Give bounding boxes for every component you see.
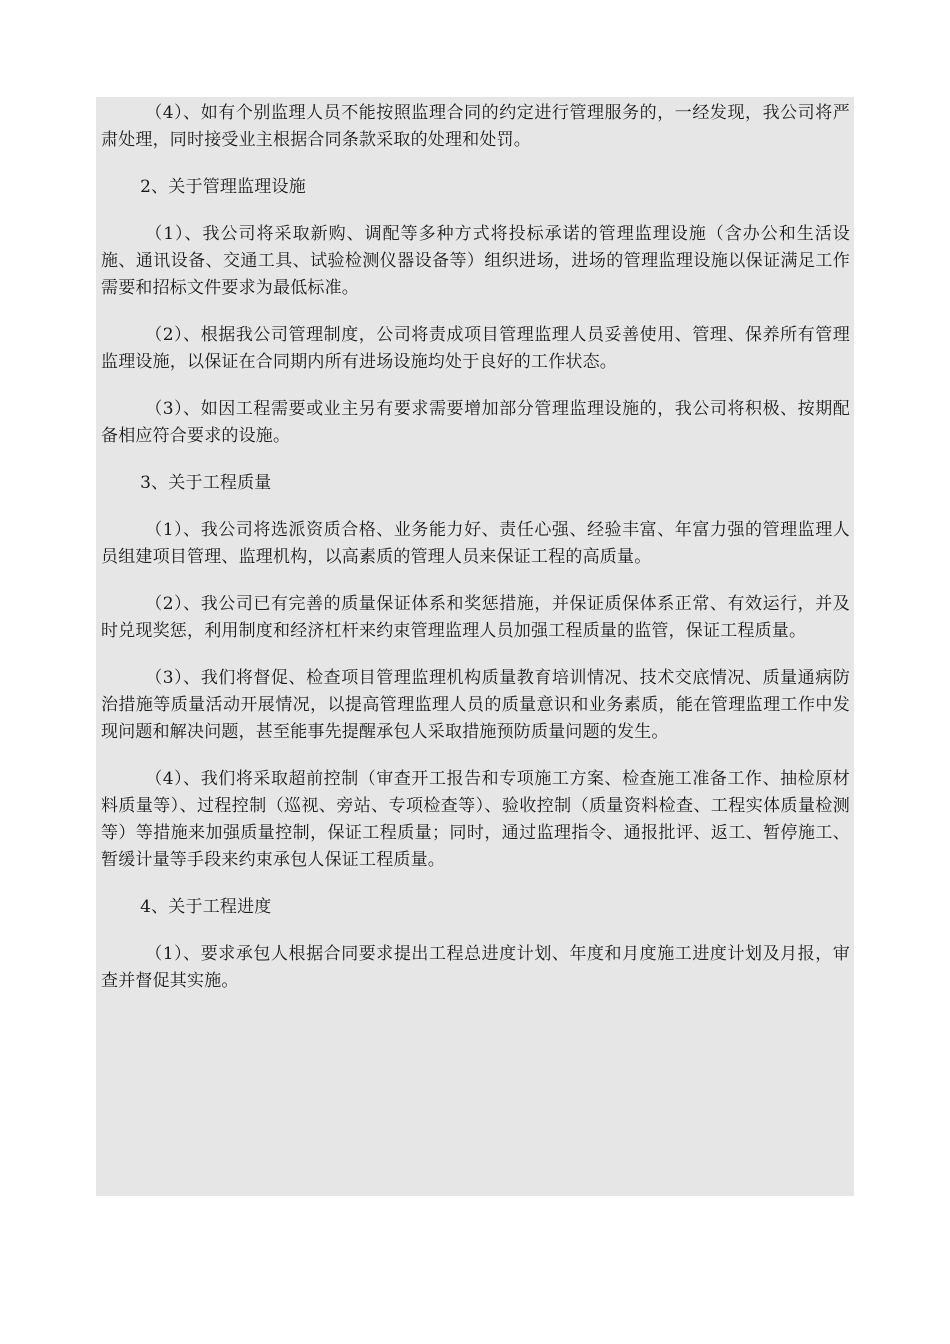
paragraph-facilities-1: （1）、我公司将采取新购、调配等多种方式将投标承诺的管理监理设施（含办公和生活设施、通讯设备、交通工具、试验检测仪器设备等）组织进场，进场的管理监理设施以保证满足工作需要和招标文件要求为最低标准。 [101,224,850,298]
paragraph-facilities-2: （2）、根据我公司管理制度，公司将责成项目管理监理人员妥善使用、管理、保养所有管理监理设施，以保证在合同期内所有进场设施均处于良好的工作状态。 [101,325,850,372]
paragraph-quality-4: （4）、我们将采取超前控制（审查开工报告和专项施工方案、检查施工准备工作、抽检原材料质量等）、过程控制（巡视、旁站、专项检查等）、验收控制（质量资料检查、工程实体质量检测等）等措施来加强质量控制，保证工程质量；同时，通过监理指令、通报批评、返工、暂停施工、暂缓计量等手段来约束承包人保证工程质量。 [101,769,850,870]
paragraph-quality-1: （1）、我公司将选派资质合格、业务能力好、责任心强、经验丰富、年富力强的管理监理人员组建项目管理、监理机构，以高素质的管理人员来保证工程的高质量。 [101,520,850,567]
paragraph-2-4: （4）、如有个别监理人员不能按照监理合同的约定进行管理服务的，一经发现，我公司将严肃处理，同时接受业主根据合同条款采取的处理和处罚。 [101,103,850,150]
paragraph-quality-2: （2）、我公司已有完善的质量保证体系和奖惩措施，并保证质保体系正常、有效运行，并及时兑现奖惩，利用制度和经济杠杆来约束管理监理人员加强工程质量的监管，保证工程质量。 [101,594,850,641]
section-heading-facilities: 2、关于管理监理设施 [140,177,306,197]
section-heading-quality: 3、关于工程质量 [140,473,272,493]
section-heading-schedule: 4、关于工程进度 [140,897,272,917]
paragraph-quality-3: （3）、我们将督促、检查项目管理监理机构质量教育培训情况、技术交底情况、质量通病防治措施等质量活动开展情况，以提高管理监理人员的质量意识和业务素质，能在管理监理工作中发现问题和解决问题，甚至能事先提醒承包人采取措施预防质量问题的发生。 [101,668,850,742]
document-body [96,97,854,1196]
paragraph-facilities-3: （3）、如因工程需要或业主另有要求需要增加部分管理监理设施的，我公司将积极、按期配备相应符合要求的设施。 [101,399,850,446]
paragraph-schedule-1: （1）、要求承包人根据合同要求提出工程总进度计划、年度和月度施工进度计划及月报，审查并督促其实施。 [101,944,850,991]
